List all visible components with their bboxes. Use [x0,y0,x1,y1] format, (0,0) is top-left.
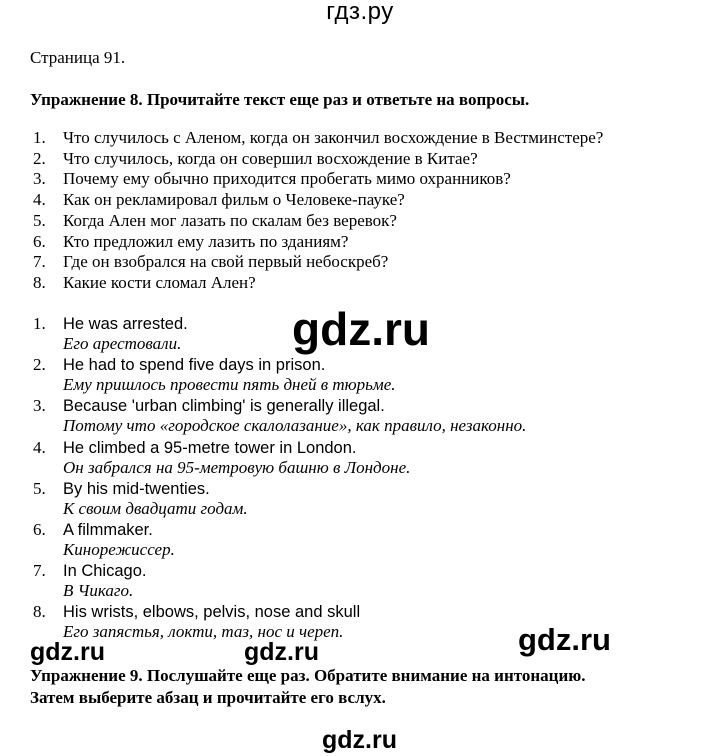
question-number: 5. [33,210,46,230]
question-number: 4. [33,190,46,210]
answer-number: 4. [33,437,46,457]
question-item [33,149,478,169]
watermark-footer: gdz.ru [322,726,397,754]
answer-english: He climbed a 95-metre tower in London. [63,438,357,457]
question-item [33,169,511,189]
answer-number: 5. [33,478,46,498]
question-text: Как он рекламировал фильм о Человеке-пауке? [63,190,405,210]
question-item [33,190,405,210]
answer-number: 3. [33,396,46,416]
answer-english: He had to spend five days in prison. [63,356,326,375]
question-item [33,252,388,272]
answer-number: 7. [33,561,46,581]
watermark-bottom-center: gdz.ru [244,638,319,666]
watermark-right: gdz.ru [518,622,611,657]
answer-english: Because 'urban climbing' is generally illegal. [63,397,385,416]
watermark-bottom-left: gdz.ru [30,638,105,666]
answer-russian: Он забрался на 95-метровую башню в Лондоне. [63,457,411,477]
answer-number: 2. [33,355,46,375]
answer-russian: Его арестовали. [63,334,182,353]
question-number: 2. [33,148,46,168]
question-number: 1. [33,128,46,147]
question-item [33,232,348,252]
answer-english: He was arrested. [63,315,188,333]
question-number: 7. [33,252,46,272]
answer-number: 6. [33,520,46,539]
exercise-9-heading-line-2: Затем выберите абзац и прочитайте его вслух. [30,688,386,707]
exercise-9-heading-line-1: Упражнение 9. Послушайте еще раз. Обратите внимание на интонацию. [30,666,586,685]
page-label: Страница 91. [30,48,126,67]
answer-russian: Ему пришлось провести пять дней в тюрьме. [63,375,396,395]
watermark-center: gdz.ru [292,303,430,355]
answer-russian: К своим двадцати годам. [63,498,248,518]
answer-english: By his mid-twenties. [63,479,210,498]
question-text: Что случилось, когда он совершил восхождение в Китае? [63,148,478,168]
answer-english: His wrists, elbows, pelvis, nose and skull [63,603,361,622]
question-text: Когда Ален мог лазать по скалам без веревок? [63,210,397,230]
question-number: 8. [33,272,46,292]
question-text: Почему ему обычно приходится пробегать мимо охранников? [63,169,511,189]
exercise-8-heading: Упражнение 8. Прочитайте текст еще раз и ответьте на вопросы. [30,90,530,109]
question-number: 6. [33,231,46,251]
answer-number: 8. [33,602,46,622]
answer-russian: Потому что «городское скалолазание», как правило, незаконно. [63,416,527,436]
question-number: 3. [33,169,46,189]
question-text: Где он взобрался на свой первый небоскреб? [63,252,389,272]
question-item [33,128,603,148]
site-title: гдз.ру [326,0,394,25]
answer-number: 1. [33,314,46,333]
answer-russian: Кинорежиссер. [63,540,175,559]
question-item [33,211,397,231]
answer-english: A filmmaker. [63,521,153,539]
answer-russian: Его запястья, локти, таз, нос и череп. [63,622,344,642]
answer-russian: В Чикаго. [63,581,134,601]
answer-english: In Chicago. [63,562,147,581]
question-text: Что случилось с Аленом, когда он закончил восхождение в Вестминстере? [63,128,604,147]
question-item [33,273,256,293]
question-text: Какие кости сломал Ален? [63,272,256,292]
question-text: Кто предложил ему лазить по зданиям? [63,231,349,251]
